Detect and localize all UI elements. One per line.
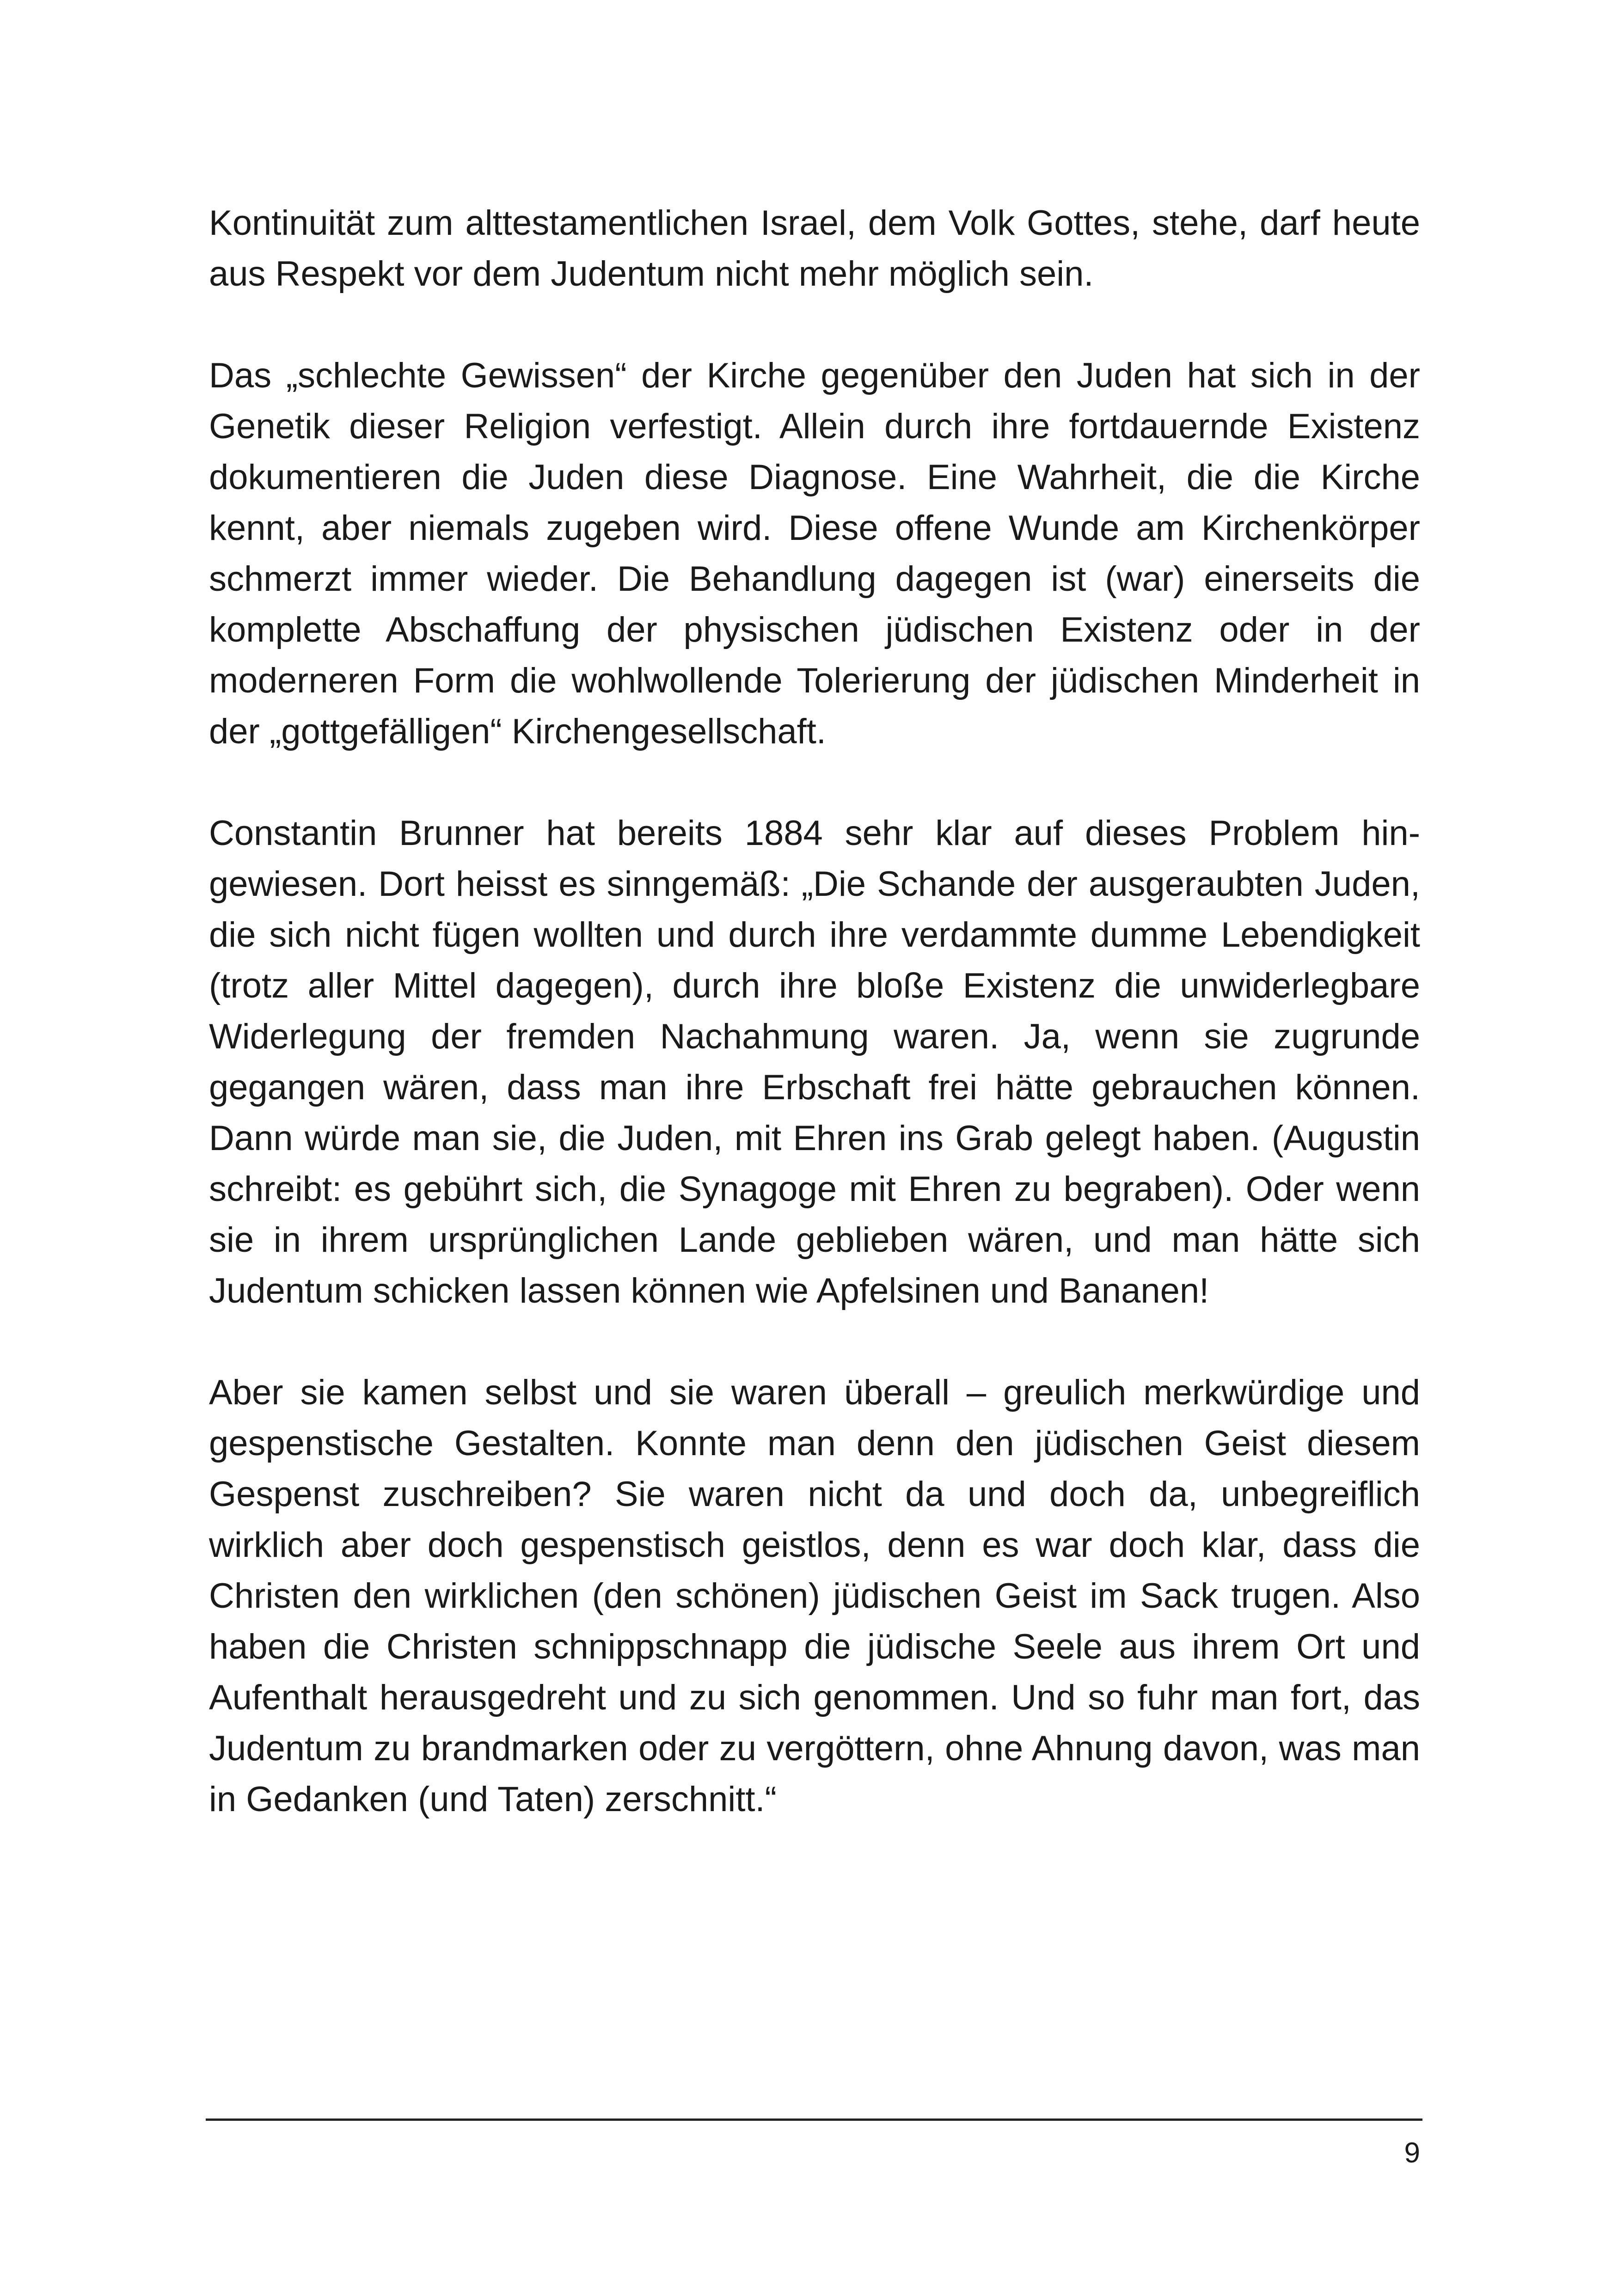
paragraph-1: Kontinuität zum alttestamentlichen Israel, dem Volk Gottes, stehe, darf heute aus Respekt vor dem Judentum nicht mehr möglich sein. (209, 203, 1420, 294)
paragraph-3: Constantin Brunner hat bereits 1884 sehr klar auf dieses Problem hingewiesen. Dort heisst es sinngemäß: „Die Schande der ausgeraubten Juden, die sich nicht fügen wollten und durch ihre verdammte dumme Lebendigkeit (trotz aller Mittel dagegen), durch ihre bloße Existenz die unwiderlegbare Widerlegung der fremden Nachahmung waren. Ja, wenn sie zugrunde gegangen wären, dass man ihre Erbschaft frei hätte gebrauchen können. Dann würde man sie, die Juden, mit Ehren ins Grab gelegt haben. (Augustin schreibt: es gebührt sich, die Synagoge mit Ehren zu begraben). Oder wenn sie in ihrem ursprünglichen Lande geblieben wären, und man hätte sich Judentum schicken lassen können wie Apfelsinen und Bananen! (209, 814, 1420, 1310)
footer-divider (206, 2118, 1422, 2121)
paragraph-4: Aber sie kamen selbst und sie waren überall – greulich merkwürdige und gespenstische Gestalten. Konnte man denn den jüdischen Geist diesem Gespenst zuschreiben? Sie waren nicht da und doch da, unbegreiflich wirklich aber doch gespenstisch geistlos, denn es war doch klar, dass die Christen den wirklichen (den schönen) jüdischen Geist im Sack trugen. Also haben die Christen schnippschnapp die jüdische Seele aus ihrem Ort und Aufenthalt herausgedreht und zu sich genommen. Und so fuhr man fort, das Judentum zu brandmarken oder zu vergöttern, ohne Ahnung davon, was man in Gedanken (und Taten) zerschnitt.“ (209, 1373, 1420, 1819)
paragraph-2: Das „schlechte Gewissen“ der Kirche gegenüber den Juden hat sich in der Genetik dieser Religion verfestigt. Allein durch ihre fortdauernde Existenz dokumentieren die Juden diese Diagnose. Eine Wahrheit, die die Kirche kennt, aber niemals zugeben wird. Diese offene Wunde am Kirchenkörper schmerzt immer wieder. Die Behandlung dagegen ist (war) einerseits die komplette Abschaffung der physischen jüdischen Existenz oder in der moderneren Form die wohlwollende Tolerierung der jüdischen Minderheit in der „gottgefälligen“ Kirchengesellschaft. (209, 356, 1420, 751)
page-number: 9 (1404, 2137, 1420, 2169)
body-text (209, 198, 1420, 1825)
